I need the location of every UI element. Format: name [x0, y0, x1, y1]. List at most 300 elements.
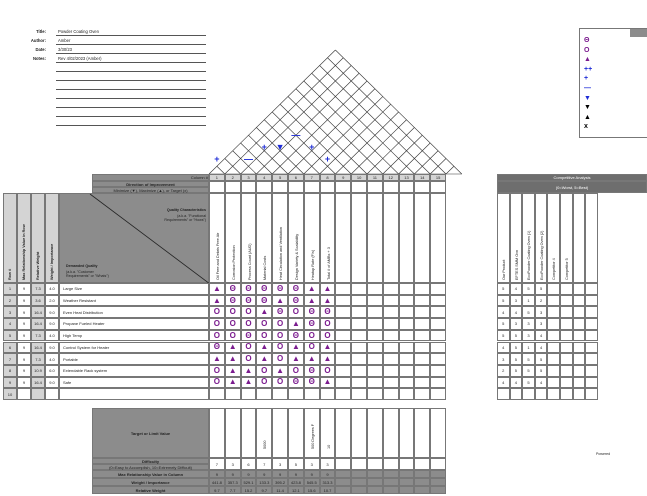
direction-cell[interactable] [430, 181, 446, 193]
relationship-cell[interactable] [209, 353, 225, 365]
characteristic-header[interactable] [414, 193, 430, 283]
competitor-rating[interactable] [560, 306, 573, 318]
relationship-cell[interactable] [399, 365, 415, 377]
characteristic-header[interactable] [272, 193, 288, 283]
competitor-rating[interactable]: 5 [522, 377, 535, 389]
row-weight[interactable]: 2.0 [45, 295, 59, 307]
direction-cell[interactable] [367, 181, 383, 193]
relationship-cell[interactable] [335, 377, 351, 389]
relationship-cell[interactable] [399, 306, 415, 318]
competitor-header[interactable] [573, 193, 586, 283]
date-value[interactable]: 3/30/23 [58, 47, 72, 52]
competitor-header[interactable] [585, 193, 598, 283]
relationship-cell[interactable] [430, 353, 446, 365]
relationship-cell[interactable] [225, 306, 241, 318]
competitor-rating[interactable]: 4 [510, 306, 523, 318]
competitor-rating[interactable]: 3 [510, 295, 523, 307]
difficulty-value[interactable]: 3 [320, 458, 336, 470]
competitor-rating[interactable]: 5 [522, 283, 535, 295]
competitor-rating[interactable]: 4 [535, 330, 548, 342]
relationship-cell[interactable] [304, 365, 320, 377]
relationship-cell[interactable] [304, 283, 320, 295]
difficulty-value[interactable]: 5 [288, 458, 304, 470]
relationship-cell[interactable] [367, 306, 383, 318]
direction-cell[interactable] [225, 181, 241, 193]
competitor-rating[interactable] [573, 342, 586, 354]
relationship-cell[interactable] [383, 283, 399, 295]
relationship-cell[interactable] [320, 365, 336, 377]
relationship-cell[interactable] [320, 388, 336, 400]
relationship-cell[interactable] [367, 330, 383, 342]
relationship-cell[interactable] [335, 342, 351, 354]
direction-cell[interactable] [272, 181, 288, 193]
relationship-cell[interactable] [272, 306, 288, 318]
relationship-cell[interactable] [241, 283, 257, 295]
relationship-cell[interactable] [304, 342, 320, 354]
competitor-rating[interactable] [547, 342, 560, 354]
target-cell[interactable] [288, 408, 304, 458]
target-cell[interactable] [383, 408, 399, 458]
relationship-cell[interactable] [225, 318, 241, 330]
relationship-cell[interactable] [241, 365, 257, 377]
relationship-cell[interactable] [399, 342, 415, 354]
relationship-cell[interactable] [430, 388, 446, 400]
demanded-quality-label[interactable]: Large Size [59, 283, 209, 295]
competitor-rating[interactable]: 1 [522, 295, 535, 307]
relationship-cell[interactable] [430, 283, 446, 295]
competitor-rating[interactable]: 4 [510, 377, 523, 389]
competitor-rating[interactable]: 5 [522, 353, 535, 365]
competitor-rating[interactable] [547, 330, 560, 342]
relationship-cell[interactable] [272, 365, 288, 377]
row-weight[interactable]: 4.0 [45, 330, 59, 342]
relationship-cell[interactable] [414, 306, 430, 318]
competitor-rating[interactable]: 2 [497, 365, 510, 377]
relationship-cell[interactable] [399, 388, 415, 400]
relationship-cell[interactable] [367, 295, 383, 307]
target-cell[interactable] [399, 408, 415, 458]
relationship-cell[interactable] [414, 365, 430, 377]
relationship-cell[interactable] [272, 295, 288, 307]
relationship-cell[interactable] [383, 306, 399, 318]
difficulty-value[interactable]: 7 [209, 458, 225, 470]
relationship-cell[interactable] [430, 377, 446, 389]
row-weight[interactable]: 9.0 [45, 342, 59, 354]
relationship-cell[interactable] [256, 295, 272, 307]
difficulty-value[interactable]: 3 [225, 458, 241, 470]
relationship-cell[interactable] [351, 365, 367, 377]
relationship-cell[interactable] [430, 342, 446, 354]
characteristic-header[interactable] [430, 193, 446, 283]
direction-cell[interactable] [320, 181, 336, 193]
competitor-rating[interactable]: 5 [535, 365, 548, 377]
relationship-cell[interactable] [272, 330, 288, 342]
competitor-rating[interactable] [573, 377, 586, 389]
relationship-cell[interactable] [367, 377, 383, 389]
relationship-cell[interactable] [209, 377, 225, 389]
competitor-rating[interactable] [547, 306, 560, 318]
competitor-rating[interactable] [547, 318, 560, 330]
relationship-cell[interactable] [304, 295, 320, 307]
competitor-header[interactable] [510, 193, 523, 283]
competitor-rating[interactable] [547, 295, 560, 307]
target-cell[interactable] [430, 408, 446, 458]
relationship-cell[interactable] [383, 365, 399, 377]
relationship-cell[interactable] [351, 377, 367, 389]
relationship-cell[interactable] [288, 295, 304, 307]
relationship-cell[interactable] [272, 342, 288, 354]
relationship-cell[interactable] [209, 306, 225, 318]
characteristic-header[interactable] [367, 193, 383, 283]
relationship-cell[interactable] [335, 365, 351, 377]
competitor-rating[interactable] [560, 365, 573, 377]
relationship-cell[interactable] [351, 330, 367, 342]
relationship-cell[interactable] [225, 283, 241, 295]
relationship-cell[interactable] [320, 295, 336, 307]
relationship-cell[interactable] [209, 295, 225, 307]
relationship-cell[interactable] [241, 353, 257, 365]
difficulty-value[interactable] [430, 458, 446, 470]
characteristic-header[interactable] [320, 193, 336, 283]
competitor-rating[interactable]: 4 [535, 342, 548, 354]
relationship-cell[interactable] [209, 318, 225, 330]
relationship-cell[interactable] [256, 377, 272, 389]
competitor-rating[interactable] [560, 318, 573, 330]
competitor-rating[interactable]: 5 [497, 330, 510, 342]
relationship-cell[interactable] [225, 377, 241, 389]
relationship-cell[interactable] [320, 377, 336, 389]
relationship-cell[interactable] [399, 330, 415, 342]
direction-cell[interactable] [414, 181, 430, 193]
relationship-cell[interactable] [304, 353, 320, 365]
competitor-rating[interactable]: 5 [535, 283, 548, 295]
competitor-rating[interactable]: 4 [535, 377, 548, 389]
relationship-cell[interactable] [430, 295, 446, 307]
competitor-rating[interactable] [585, 342, 598, 354]
relationship-cell[interactable] [367, 318, 383, 330]
target-cell[interactable] [320, 408, 336, 458]
relationship-cell[interactable] [241, 306, 257, 318]
competitor-rating[interactable] [585, 388, 598, 400]
competitor-rating[interactable] [573, 365, 586, 377]
competitor-rating[interactable]: 5 [497, 295, 510, 307]
relationship-cell[interactable] [335, 353, 351, 365]
relationship-cell[interactable] [241, 377, 257, 389]
relationship-cell[interactable] [383, 318, 399, 330]
direction-cell[interactable] [351, 181, 367, 193]
relationship-cell[interactable] [351, 306, 367, 318]
demanded-quality-label[interactable]: Weather Resistant [59, 295, 209, 307]
relationship-cell[interactable] [256, 388, 272, 400]
row-weight[interactable]: 6.0 [45, 365, 59, 377]
relationship-cell[interactable] [430, 318, 446, 330]
direction-cell[interactable] [256, 181, 272, 193]
relationship-cell[interactable] [288, 377, 304, 389]
demanded-quality-label[interactable]: Portable [59, 353, 209, 365]
relationship-cell[interactable] [383, 330, 399, 342]
competitor-rating[interactable]: 5 [497, 318, 510, 330]
competitor-rating[interactable] [573, 295, 586, 307]
competitor-rating[interactable]: 3 [522, 318, 535, 330]
competitor-rating[interactable] [547, 365, 560, 377]
relationship-cell[interactable] [288, 353, 304, 365]
competitor-rating[interactable] [510, 388, 523, 400]
relationship-cell[interactable] [304, 377, 320, 389]
competitor-header[interactable] [535, 193, 548, 283]
direction-cell[interactable] [209, 181, 225, 193]
relationship-cell[interactable] [241, 388, 257, 400]
demanded-quality-label[interactable] [59, 388, 209, 400]
direction-cell[interactable] [304, 181, 320, 193]
competitor-rating[interactable]: 4 [497, 377, 510, 389]
relationship-cell[interactable] [241, 318, 257, 330]
target-cell[interactable] [225, 408, 241, 458]
relationship-cell[interactable] [335, 295, 351, 307]
relationship-cell[interactable] [225, 295, 241, 307]
relationship-cell[interactable] [304, 306, 320, 318]
title-value[interactable]: Powder Coating Oven [58, 29, 99, 34]
competitor-rating[interactable]: 3 [510, 318, 523, 330]
relationship-cell[interactable] [383, 377, 399, 389]
relationship-cell[interactable] [335, 388, 351, 400]
relationship-cell[interactable] [256, 342, 272, 354]
direction-cell[interactable] [335, 181, 351, 193]
relationship-cell[interactable] [335, 318, 351, 330]
relationship-cell[interactable] [272, 318, 288, 330]
competitor-rating[interactable] [547, 353, 560, 365]
competitor-rating[interactable]: 1 [522, 342, 535, 354]
relationship-cell[interactable] [367, 283, 383, 295]
relationship-cell[interactable] [256, 365, 272, 377]
competitor-rating[interactable] [585, 318, 598, 330]
competitor-header[interactable] [522, 193, 535, 283]
relationship-cell[interactable] [430, 330, 446, 342]
competitor-rating[interactable]: 4 [497, 342, 510, 354]
competitor-header[interactable] [560, 193, 573, 283]
characteristic-header[interactable] [288, 193, 304, 283]
target-cell[interactable] [272, 408, 288, 458]
competitor-rating[interactable]: 3 [535, 306, 548, 318]
relationship-cell[interactable] [209, 388, 225, 400]
competitor-rating[interactable] [560, 342, 573, 354]
competitor-rating[interactable]: 5 [510, 353, 523, 365]
relationship-cell[interactable] [272, 283, 288, 295]
competitor-rating[interactable] [560, 283, 573, 295]
difficulty-value[interactable] [383, 458, 399, 470]
relationship-cell[interactable] [414, 318, 430, 330]
competitor-rating[interactable]: 5 [510, 330, 523, 342]
target-cell[interactable] [241, 408, 257, 458]
competitor-rating[interactable] [560, 377, 573, 389]
relationship-cell[interactable] [320, 283, 336, 295]
notes-value[interactable]: Rev 4/02/2023 (Amber) [58, 56, 102, 61]
relationship-cell[interactable] [414, 295, 430, 307]
row-weight[interactable] [45, 388, 59, 400]
competitor-rating[interactable] [547, 283, 560, 295]
relationship-cell[interactable] [272, 388, 288, 400]
competitor-rating[interactable]: 4 [497, 306, 510, 318]
demanded-quality-label[interactable]: Propane Fueled Heater [59, 318, 209, 330]
difficulty-value[interactable] [399, 458, 415, 470]
competitor-rating[interactable] [585, 365, 598, 377]
characteristic-header[interactable] [241, 193, 257, 283]
relationship-cell[interactable] [367, 388, 383, 400]
relationship-cell[interactable] [209, 283, 225, 295]
relationship-cell[interactable] [399, 353, 415, 365]
characteristic-header[interactable] [304, 193, 320, 283]
competitor-rating[interactable]: 2 [535, 295, 548, 307]
relationship-cell[interactable] [209, 365, 225, 377]
competitor-rating[interactable] [547, 388, 560, 400]
competitor-header[interactable] [497, 193, 510, 283]
characteristic-header[interactable] [399, 193, 415, 283]
characteristic-header[interactable] [351, 193, 367, 283]
relationship-cell[interactable] [351, 295, 367, 307]
relationship-cell[interactable] [225, 353, 241, 365]
characteristic-header[interactable] [383, 193, 399, 283]
relationship-cell[interactable] [383, 353, 399, 365]
relationship-cell[interactable] [272, 377, 288, 389]
competitor-rating[interactable] [497, 388, 510, 400]
relationship-cell[interactable] [335, 283, 351, 295]
competitor-rating[interactable] [522, 388, 535, 400]
relationship-cell[interactable] [304, 388, 320, 400]
relationship-cell[interactable] [399, 295, 415, 307]
relationship-cell[interactable] [399, 377, 415, 389]
competitor-header[interactable] [547, 193, 560, 283]
demanded-quality-label[interactable]: Control System for Heater [59, 342, 209, 354]
target-cell[interactable] [414, 408, 430, 458]
competitor-rating[interactable] [535, 388, 548, 400]
row-weight[interactable]: 9.0 [45, 377, 59, 389]
row-weight[interactable]: 4.0 [45, 283, 59, 295]
difficulty-value[interactable] [351, 458, 367, 470]
demanded-quality-label[interactable]: High Temp [59, 330, 209, 342]
relationship-cell[interactable] [414, 283, 430, 295]
relationship-cell[interactable] [320, 342, 336, 354]
competitor-rating[interactable] [560, 295, 573, 307]
relationship-cell[interactable] [256, 353, 272, 365]
relationship-cell[interactable] [351, 283, 367, 295]
characteristic-header[interactable] [256, 193, 272, 283]
relationship-cell[interactable] [256, 318, 272, 330]
competitor-rating[interactable] [585, 283, 598, 295]
relationship-cell[interactable] [225, 342, 241, 354]
relationship-cell[interactable] [225, 365, 241, 377]
difficulty-value[interactable] [335, 458, 351, 470]
row-weight[interactable]: 4.0 [45, 353, 59, 365]
relationship-cell[interactable] [414, 342, 430, 354]
competitor-rating[interactable] [585, 353, 598, 365]
characteristic-header[interactable] [335, 193, 351, 283]
competitor-rating[interactable]: 5 [510, 342, 523, 354]
competitor-rating[interactable] [547, 377, 560, 389]
competitor-rating[interactable] [573, 353, 586, 365]
relationship-cell[interactable] [351, 342, 367, 354]
demanded-quality-label[interactable]: Extendable Rack system [59, 365, 209, 377]
relationship-cell[interactable] [241, 342, 257, 354]
difficulty-value[interactable]: 7 [256, 458, 272, 470]
relationship-cell[interactable] [288, 318, 304, 330]
target-cell[interactable] [304, 408, 320, 458]
relationship-cell[interactable] [272, 353, 288, 365]
relationship-cell[interactable] [367, 342, 383, 354]
relationship-cell[interactable] [367, 365, 383, 377]
relationship-cell[interactable] [256, 330, 272, 342]
competitor-rating[interactable] [560, 388, 573, 400]
difficulty-value[interactable] [367, 458, 383, 470]
relationship-cell[interactable] [288, 388, 304, 400]
relationship-cell[interactable] [430, 365, 446, 377]
relationship-cell[interactable] [399, 283, 415, 295]
relationship-cell[interactable] [288, 365, 304, 377]
characteristic-header[interactable] [225, 193, 241, 283]
relationship-cell[interactable] [304, 330, 320, 342]
relationship-cell[interactable] [320, 306, 336, 318]
competitor-rating[interactable] [585, 306, 598, 318]
direction-cell[interactable] [241, 181, 257, 193]
relationship-cell[interactable] [209, 330, 225, 342]
competitor-rating[interactable] [573, 330, 586, 342]
direction-cell[interactable] [399, 181, 415, 193]
direction-cell[interactable] [288, 181, 304, 193]
relationship-cell[interactable] [383, 342, 399, 354]
competitor-rating[interactable] [573, 283, 586, 295]
relationship-cell[interactable] [256, 306, 272, 318]
difficulty-value[interactable] [414, 458, 430, 470]
relationship-cell[interactable] [225, 330, 241, 342]
relationship-cell[interactable] [414, 377, 430, 389]
competitor-rating[interactable] [560, 330, 573, 342]
competitor-rating[interactable] [573, 306, 586, 318]
relationship-cell[interactable] [209, 342, 225, 354]
competitor-rating[interactable]: 3 [497, 353, 510, 365]
relationship-cell[interactable] [241, 330, 257, 342]
relationship-cell[interactable] [320, 330, 336, 342]
relationship-cell[interactable] [414, 353, 430, 365]
target-cell[interactable] [367, 408, 383, 458]
author-value[interactable]: Amber [58, 38, 71, 43]
demanded-quality-label[interactable]: Even Heat Distribution [59, 306, 209, 318]
competitor-rating[interactable] [585, 330, 598, 342]
relationship-cell[interactable] [383, 295, 399, 307]
difficulty-value[interactable]: 6 [241, 458, 257, 470]
competitor-rating[interactable] [585, 377, 598, 389]
relationship-cell[interactable] [351, 388, 367, 400]
relationship-cell[interactable] [430, 306, 446, 318]
target-cell[interactable] [335, 408, 351, 458]
relationship-cell[interactable] [225, 388, 241, 400]
relationship-cell[interactable] [288, 330, 304, 342]
competitor-rating[interactable]: 5 [510, 365, 523, 377]
relationship-cell[interactable] [351, 318, 367, 330]
competitor-rating[interactable] [560, 353, 573, 365]
target-cell[interactable] [351, 408, 367, 458]
competitor-rating[interactable]: 3 [535, 318, 548, 330]
relationship-cell[interactable] [288, 342, 304, 354]
demanded-quality-label[interactable]: Safe [59, 377, 209, 389]
competitor-rating[interactable]: 5 [497, 283, 510, 295]
row-weight[interactable]: 9.0 [45, 306, 59, 318]
target-cell[interactable] [209, 408, 225, 458]
relationship-cell[interactable] [320, 353, 336, 365]
relationship-cell[interactable] [414, 330, 430, 342]
difficulty-value[interactable]: 3 [304, 458, 320, 470]
relationship-cell[interactable] [241, 295, 257, 307]
competitor-rating[interactable] [573, 318, 586, 330]
relationship-cell[interactable] [367, 353, 383, 365]
competitor-rating[interactable]: 5 [522, 306, 535, 318]
